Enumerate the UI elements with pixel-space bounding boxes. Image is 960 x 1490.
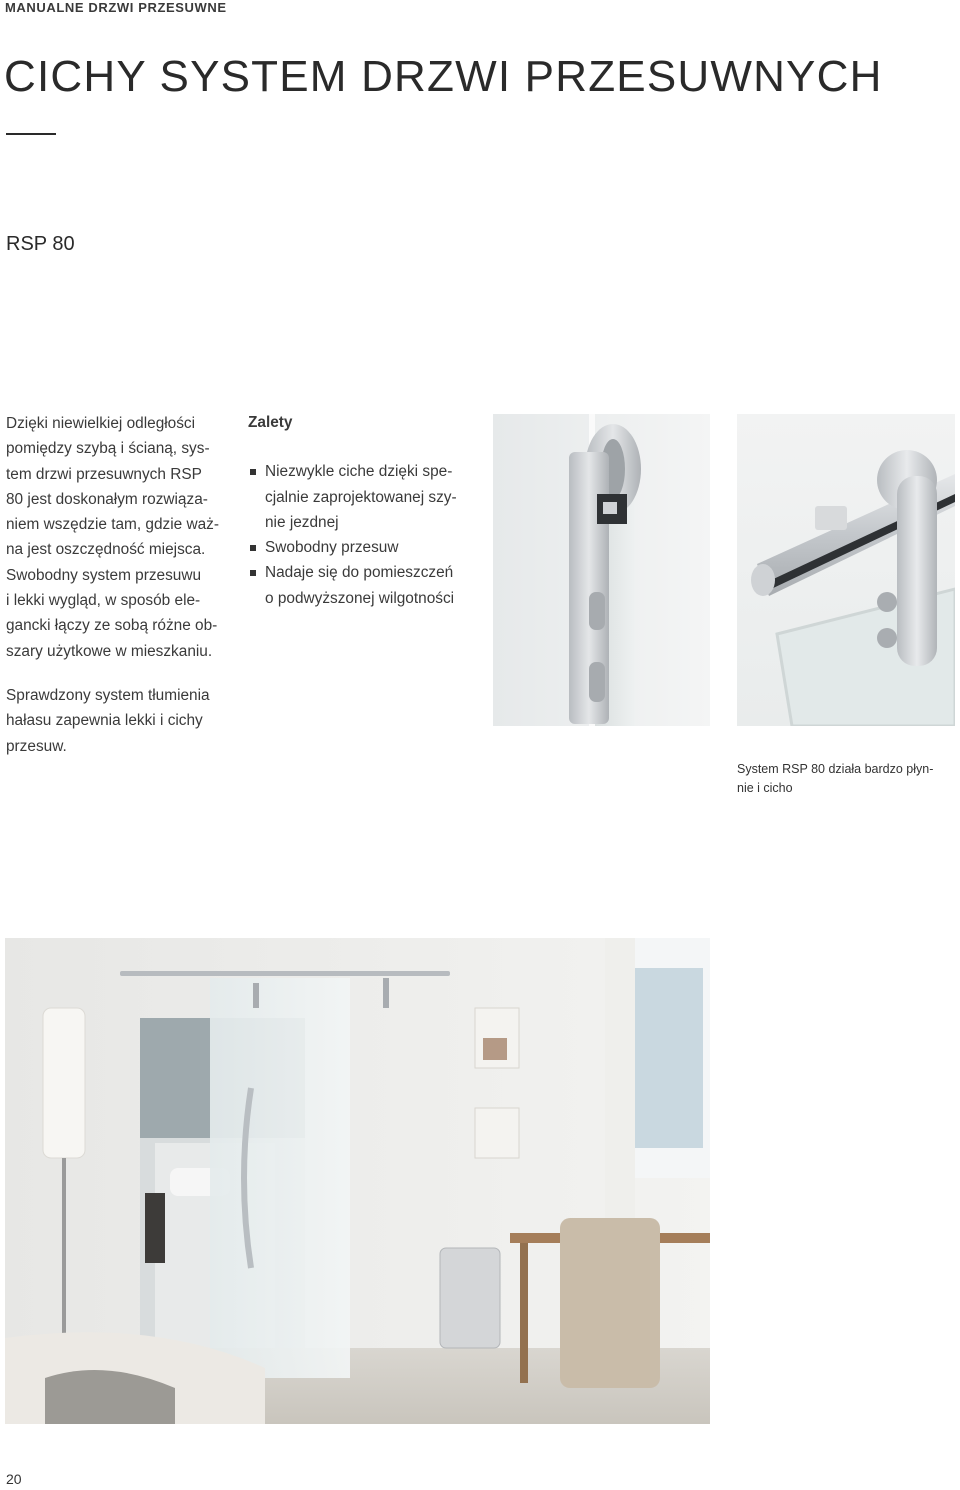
text-line: System RSP 80 działa bardzo płyn- — [737, 762, 934, 776]
advantage-item — [248, 560, 488, 611]
text-line: Niezwykle ciche dzięki spe- — [265, 463, 453, 481]
text-line: Sprawdzony system tłumienia — [6, 687, 210, 704]
text-line: nie jezdnej — [265, 513, 339, 531]
advantage-item — [248, 459, 488, 535]
intro-text — [6, 411, 236, 755]
text-line: szary użytkowe w mieszkaniu. — [6, 642, 213, 660]
page-title: CICHY SYSTEM DRZWI PRZESUWNYCH — [4, 52, 883, 101]
advantages-list — [248, 459, 488, 611]
text-line: tem drzwi przesuwnych RSP — [6, 465, 202, 483]
text-line: hałasu zapewnia lekki i cichy — [6, 712, 203, 730]
text-line: Nadaje się do pomieszczeń — [265, 564, 454, 582]
page-number: 20 — [6, 1471, 22, 1487]
roller-closeup-illustration — [493, 414, 710, 726]
advantage-item — [248, 535, 488, 560]
text-line: niem wszędzie tam, gdzie waż- — [6, 516, 219, 534]
interior-photo — [5, 938, 710, 1424]
photo-caption — [737, 760, 957, 798]
text-line: gancki łączy ze sobą różne ob- — [6, 617, 218, 635]
rail-detail-illustration — [737, 414, 955, 726]
text-line: pomiędzy szybą i ścianą, sys- — [6, 440, 210, 458]
text-line: przesuw. — [6, 737, 67, 755]
text-line: o podwyższonej wilgotności — [265, 589, 455, 607]
advantages-title: Zalety — [248, 414, 293, 431]
text-line: 80 jest doskonałym rozwiąza- — [6, 490, 208, 508]
roller-closeup-photo — [493, 414, 710, 726]
advantages-section — [248, 410, 488, 611]
text-line: cjalnie zaprojektowanej szy- — [265, 488, 457, 506]
text-line: i lekki wygląd, w sposób ele- — [6, 592, 201, 610]
rail-detail-photo — [737, 414, 955, 726]
text-line: Swobodny przesuw — [265, 539, 399, 557]
intro-paragraph-2 — [6, 683, 210, 759]
text-line: nie i cicho — [737, 781, 793, 795]
text-line: na jest oszczędność miejsca. — [6, 541, 206, 559]
section-label: MANUALNE DRZWI PRZESUWNE — [5, 0, 227, 15]
model-name: RSP 80 — [6, 233, 75, 255]
interior-illustration — [5, 938, 710, 1424]
title-underline — [6, 133, 56, 135]
text-line: Dzięki niewielkiej odległości — [6, 415, 196, 432]
text-line: Swobodny system przesuwu — [6, 566, 202, 584]
intro-paragraph-1 — [6, 411, 236, 664]
